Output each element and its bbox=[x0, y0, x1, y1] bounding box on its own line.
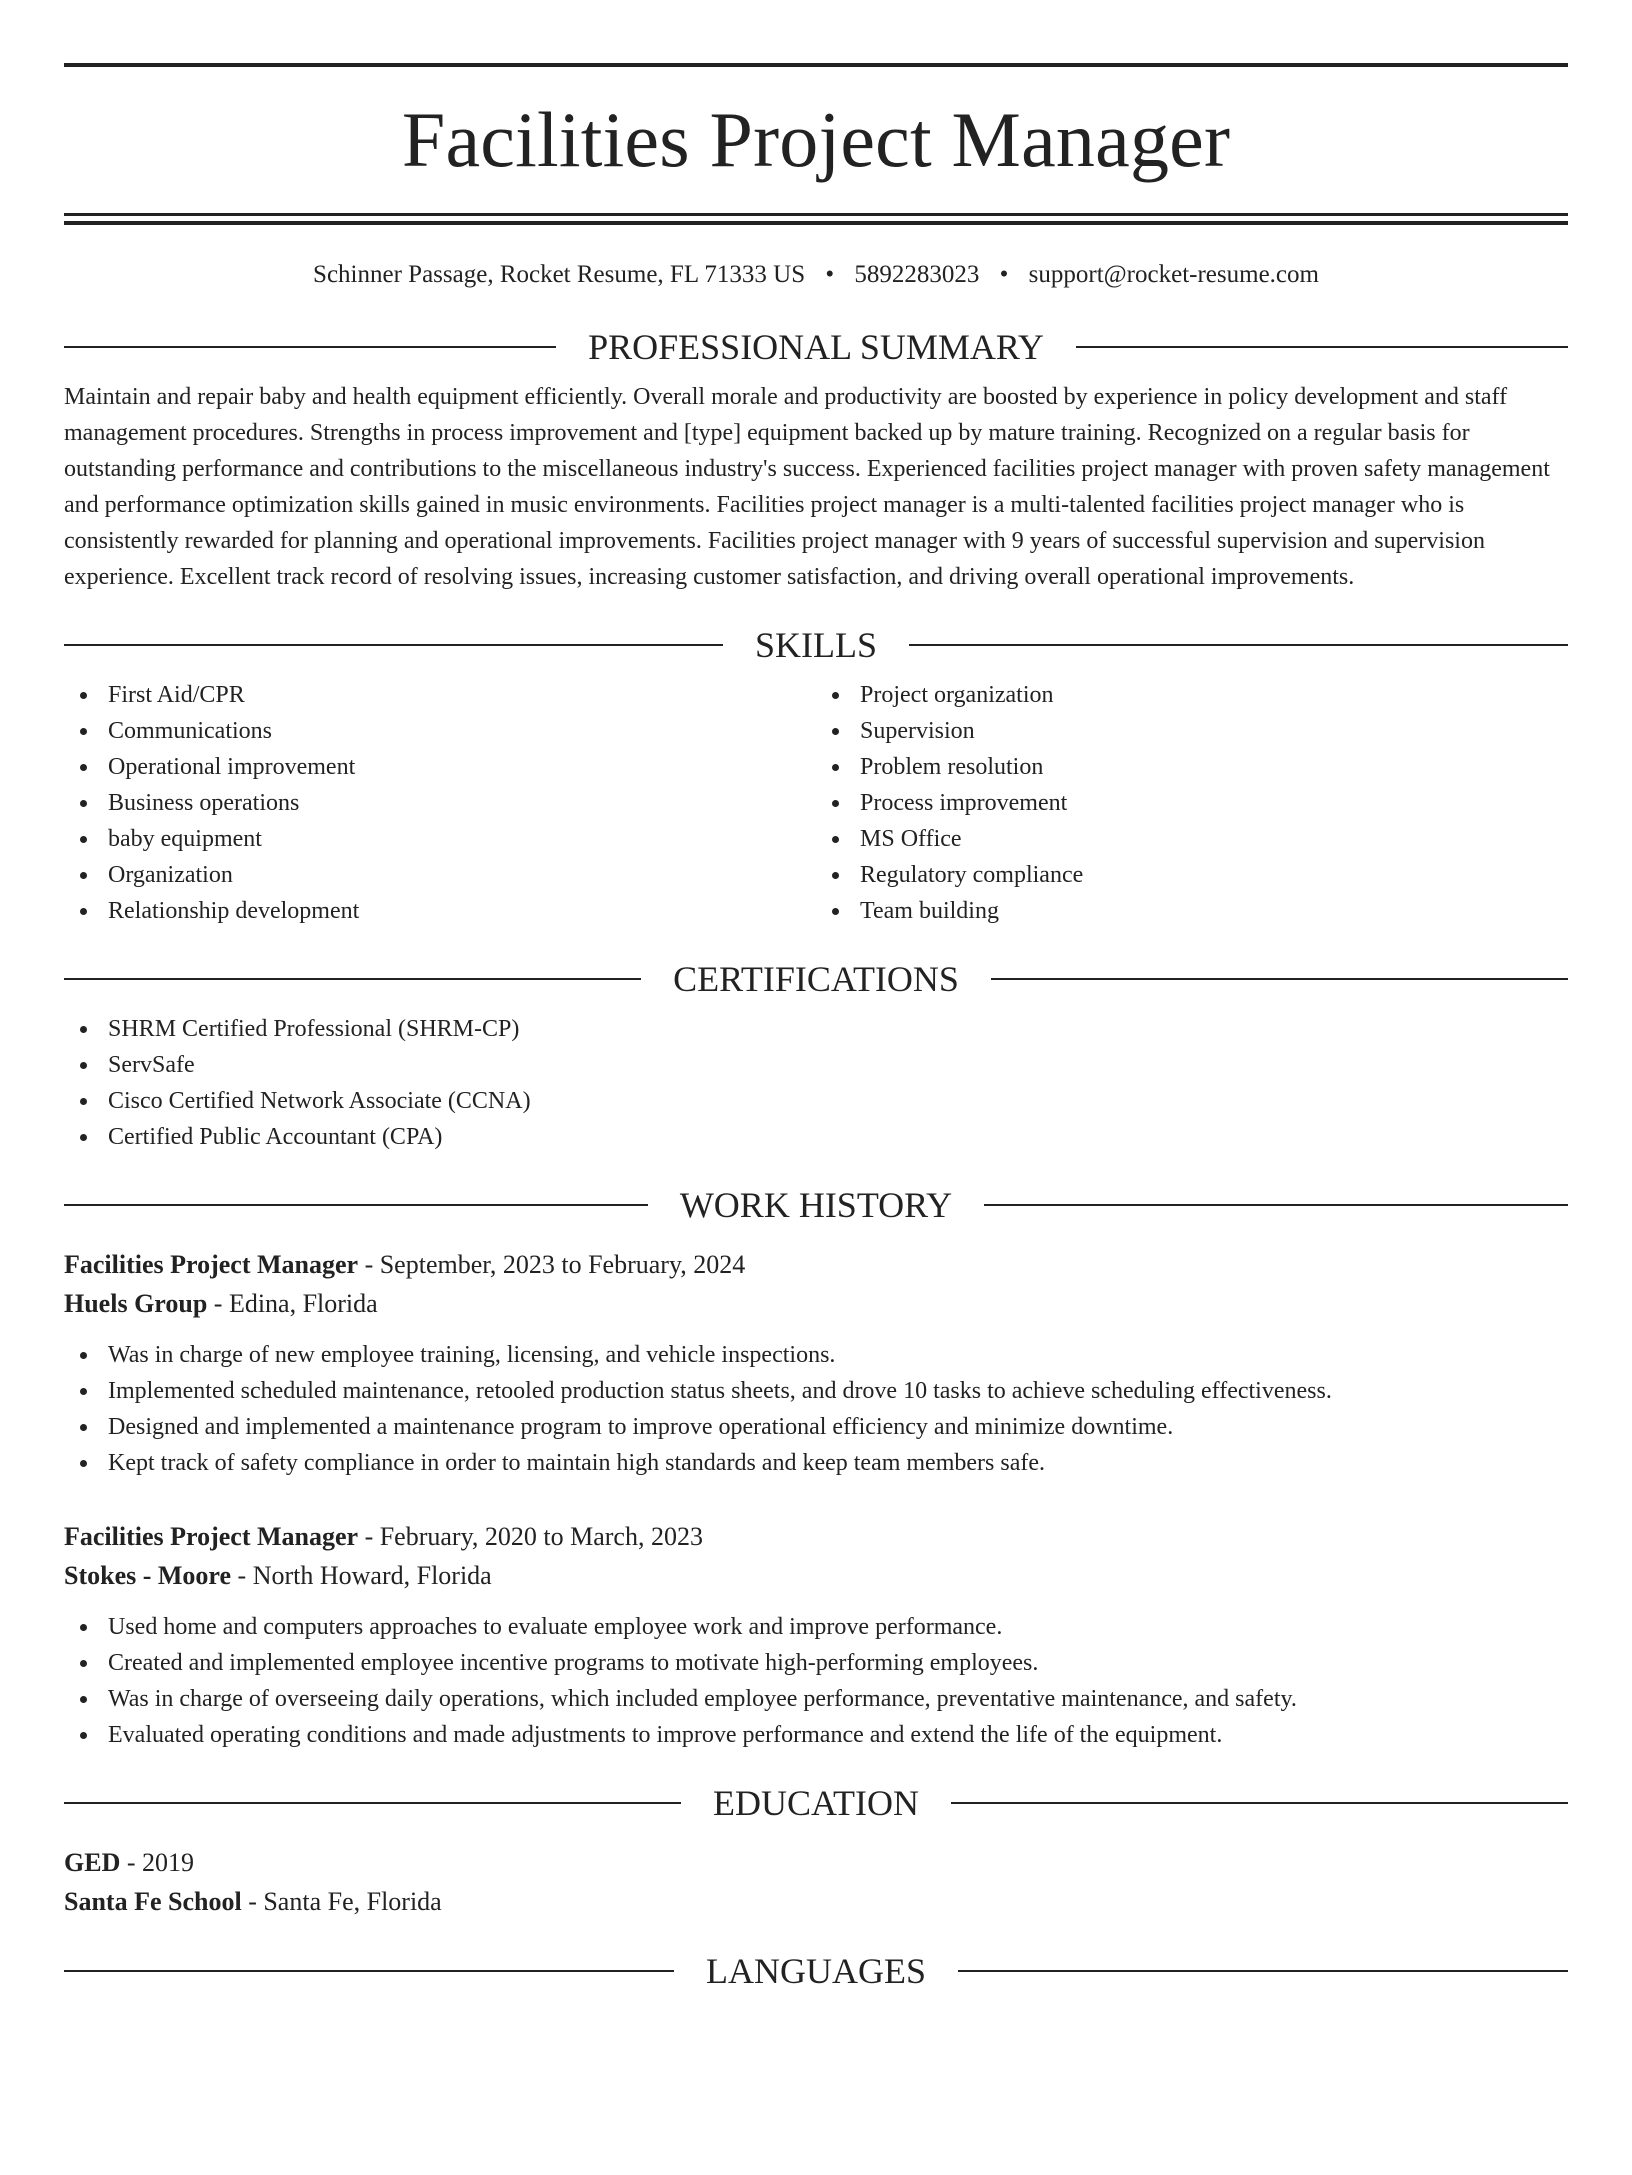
heading-rule bbox=[64, 1204, 648, 1206]
heading-rule bbox=[64, 644, 723, 646]
skills-column-right bbox=[816, 677, 1568, 929]
heading-rule bbox=[958, 1970, 1568, 1972]
job-company: Huels Group bbox=[64, 1289, 208, 1318]
contact-line bbox=[64, 262, 1568, 287]
resume-page bbox=[0, 63, 1632, 2175]
job-bullet: Evaluated operating conditions and made adjustments to improve performance and extend the life of the equipment. bbox=[64, 1717, 1568, 1753]
skill-item: Problem resolution bbox=[816, 749, 1568, 785]
skills-column-left bbox=[64, 677, 816, 929]
job-bullets bbox=[64, 1337, 1568, 1481]
certification-item: SHRM Certified Professional (SHRM-CP) bbox=[64, 1011, 1568, 1047]
languages-title: LANGUAGES bbox=[706, 1951, 926, 1991]
skill-item: Process improvement bbox=[816, 785, 1568, 821]
heading-rule bbox=[64, 978, 641, 980]
contact-phone: 5892283023 bbox=[854, 261, 980, 288]
summary-heading bbox=[64, 329, 1568, 365]
education-degree-line bbox=[64, 1843, 1568, 1882]
skills-list bbox=[64, 677, 1568, 929]
education-location: - Santa Fe, Florida bbox=[241, 1887, 442, 1916]
job-bullet: Kept track of safety compliance in order to maintain high standards and keep team members safe. bbox=[64, 1445, 1568, 1481]
heading-rule bbox=[951, 1802, 1568, 1804]
education-degree: GED bbox=[64, 1848, 121, 1877]
contact-separator: • bbox=[999, 261, 1009, 288]
certification-item: Certified Public Accountant (CPA) bbox=[64, 1119, 1568, 1155]
contact-separator: • bbox=[825, 261, 835, 288]
job-company: Stokes - Moore bbox=[64, 1561, 232, 1590]
education-school: Santa Fe School bbox=[64, 1887, 242, 1916]
skill-item: Organization bbox=[64, 857, 816, 893]
job-dates: - September, 2023 to February, 2024 bbox=[358, 1250, 746, 1279]
job-location: - North Howard, Florida bbox=[231, 1561, 492, 1590]
job-bullet: Used home and computers approaches to evaluate employee work and improve performance. bbox=[64, 1609, 1568, 1645]
education-year: - 2019 bbox=[120, 1848, 195, 1877]
resume-name: Facilities Project Manager bbox=[401, 96, 1231, 183]
heading-rule bbox=[909, 644, 1568, 646]
skill-item: Team building bbox=[816, 893, 1568, 929]
job-company-line bbox=[64, 1556, 1568, 1595]
job-bullet: Designed and implemented a maintenance program to improve operational efficiency and minimize downtime. bbox=[64, 1409, 1568, 1445]
work-title: WORK HISTORY bbox=[679, 1185, 953, 1225]
skill-item: Supervision bbox=[816, 713, 1568, 749]
job-title-line bbox=[64, 1245, 1568, 1284]
heading-rule bbox=[64, 1970, 674, 1972]
certifications-title: CERTIFICATIONS bbox=[673, 959, 959, 999]
contact-address: Schinner Passage, Rocket Resume, FL 71333 US bbox=[313, 261, 806, 288]
certifications-heading bbox=[64, 961, 1568, 997]
skill-item: Business operations bbox=[64, 785, 816, 821]
skills-title: SKILLS bbox=[755, 625, 878, 665]
skill-item: Regulatory compliance bbox=[816, 857, 1568, 893]
job-bullet: Implemented scheduled maintenance, retooled production status sheets, and drove 10 tasks to achieve scheduling effectiveness. bbox=[64, 1373, 1568, 1409]
skill-item: First Aid/CPR bbox=[64, 677, 816, 713]
job-role: Facilities Project Manager bbox=[64, 1250, 359, 1279]
work-heading bbox=[64, 1187, 1568, 1223]
certification-item: ServSafe bbox=[64, 1047, 1568, 1083]
skill-item: Relationship development bbox=[64, 893, 816, 929]
job-company-line bbox=[64, 1284, 1568, 1323]
skill-item: MS Office bbox=[816, 821, 1568, 857]
certification-item: Cisco Certified Network Associate (CCNA) bbox=[64, 1083, 1568, 1119]
job-bullet: Created and implemented employee incentive programs to motivate high-performing employees. bbox=[64, 1645, 1568, 1681]
job-location: - Edina, Florida bbox=[207, 1289, 378, 1318]
skill-item: Project organization bbox=[816, 677, 1568, 713]
heading-rule bbox=[991, 978, 1568, 980]
heading-rule bbox=[64, 346, 556, 348]
job-bullets bbox=[64, 1609, 1568, 1753]
job-entry bbox=[64, 1245, 1568, 1481]
education-title: EDUCATION bbox=[713, 1783, 919, 1823]
job-entry bbox=[64, 1517, 1568, 1753]
job-bullet: Was in charge of overseeing daily operations, which included employee performance, preventative maintenance, and safety. bbox=[64, 1681, 1568, 1717]
heading-rule bbox=[984, 1204, 1568, 1206]
heading-rule bbox=[1076, 346, 1568, 348]
heading-rule bbox=[64, 1802, 681, 1804]
certifications-list bbox=[64, 1011, 1568, 1155]
languages-heading bbox=[64, 1953, 1568, 1989]
education-school-line bbox=[64, 1882, 1568, 1921]
education-heading bbox=[64, 1785, 1568, 1821]
education-entry bbox=[64, 1843, 1568, 1921]
job-title-line bbox=[64, 1517, 1568, 1556]
top-rule bbox=[64, 63, 1568, 67]
summary-text: Maintain and repair baby and health equipment efficiently. Overall morale and productivity are boosted by experience in policy development and staff management procedures. Strengths in process improvement and [type] equipment backed up by mature training. Recognized on a regular basis for outstanding performance and contributions to the miscellaneous industry's success. Experienced facilities project manager with proven safety management and performance optimization skills gained in music environments. Facilities project manager is a multi-talented facilities project manager who is consistently rewarded for planning and operational improvements. Facilities project manager with 9 years of successful supervision and supervision experience. Excellent track record of resolving issues, increasing customer satisfaction, and driving overall operational improvements. bbox=[64, 384, 1550, 590]
job-dates: - February, 2020 to March, 2023 bbox=[358, 1522, 703, 1551]
skill-item: baby equipment bbox=[64, 821, 816, 857]
skill-item: Operational improvement bbox=[64, 749, 816, 785]
contact-email: support@rocket-resume.com bbox=[1028, 261, 1319, 288]
job-role: Facilities Project Manager bbox=[64, 1522, 359, 1551]
summary-title: PROFESSIONAL SUMMARY bbox=[588, 327, 1044, 367]
job-bullet: Was in charge of new employee training, licensing, and vehicle inspections. bbox=[64, 1337, 1568, 1373]
skill-item: Communications bbox=[64, 713, 816, 749]
double-rule bbox=[64, 213, 1568, 225]
skills-heading bbox=[64, 627, 1568, 663]
